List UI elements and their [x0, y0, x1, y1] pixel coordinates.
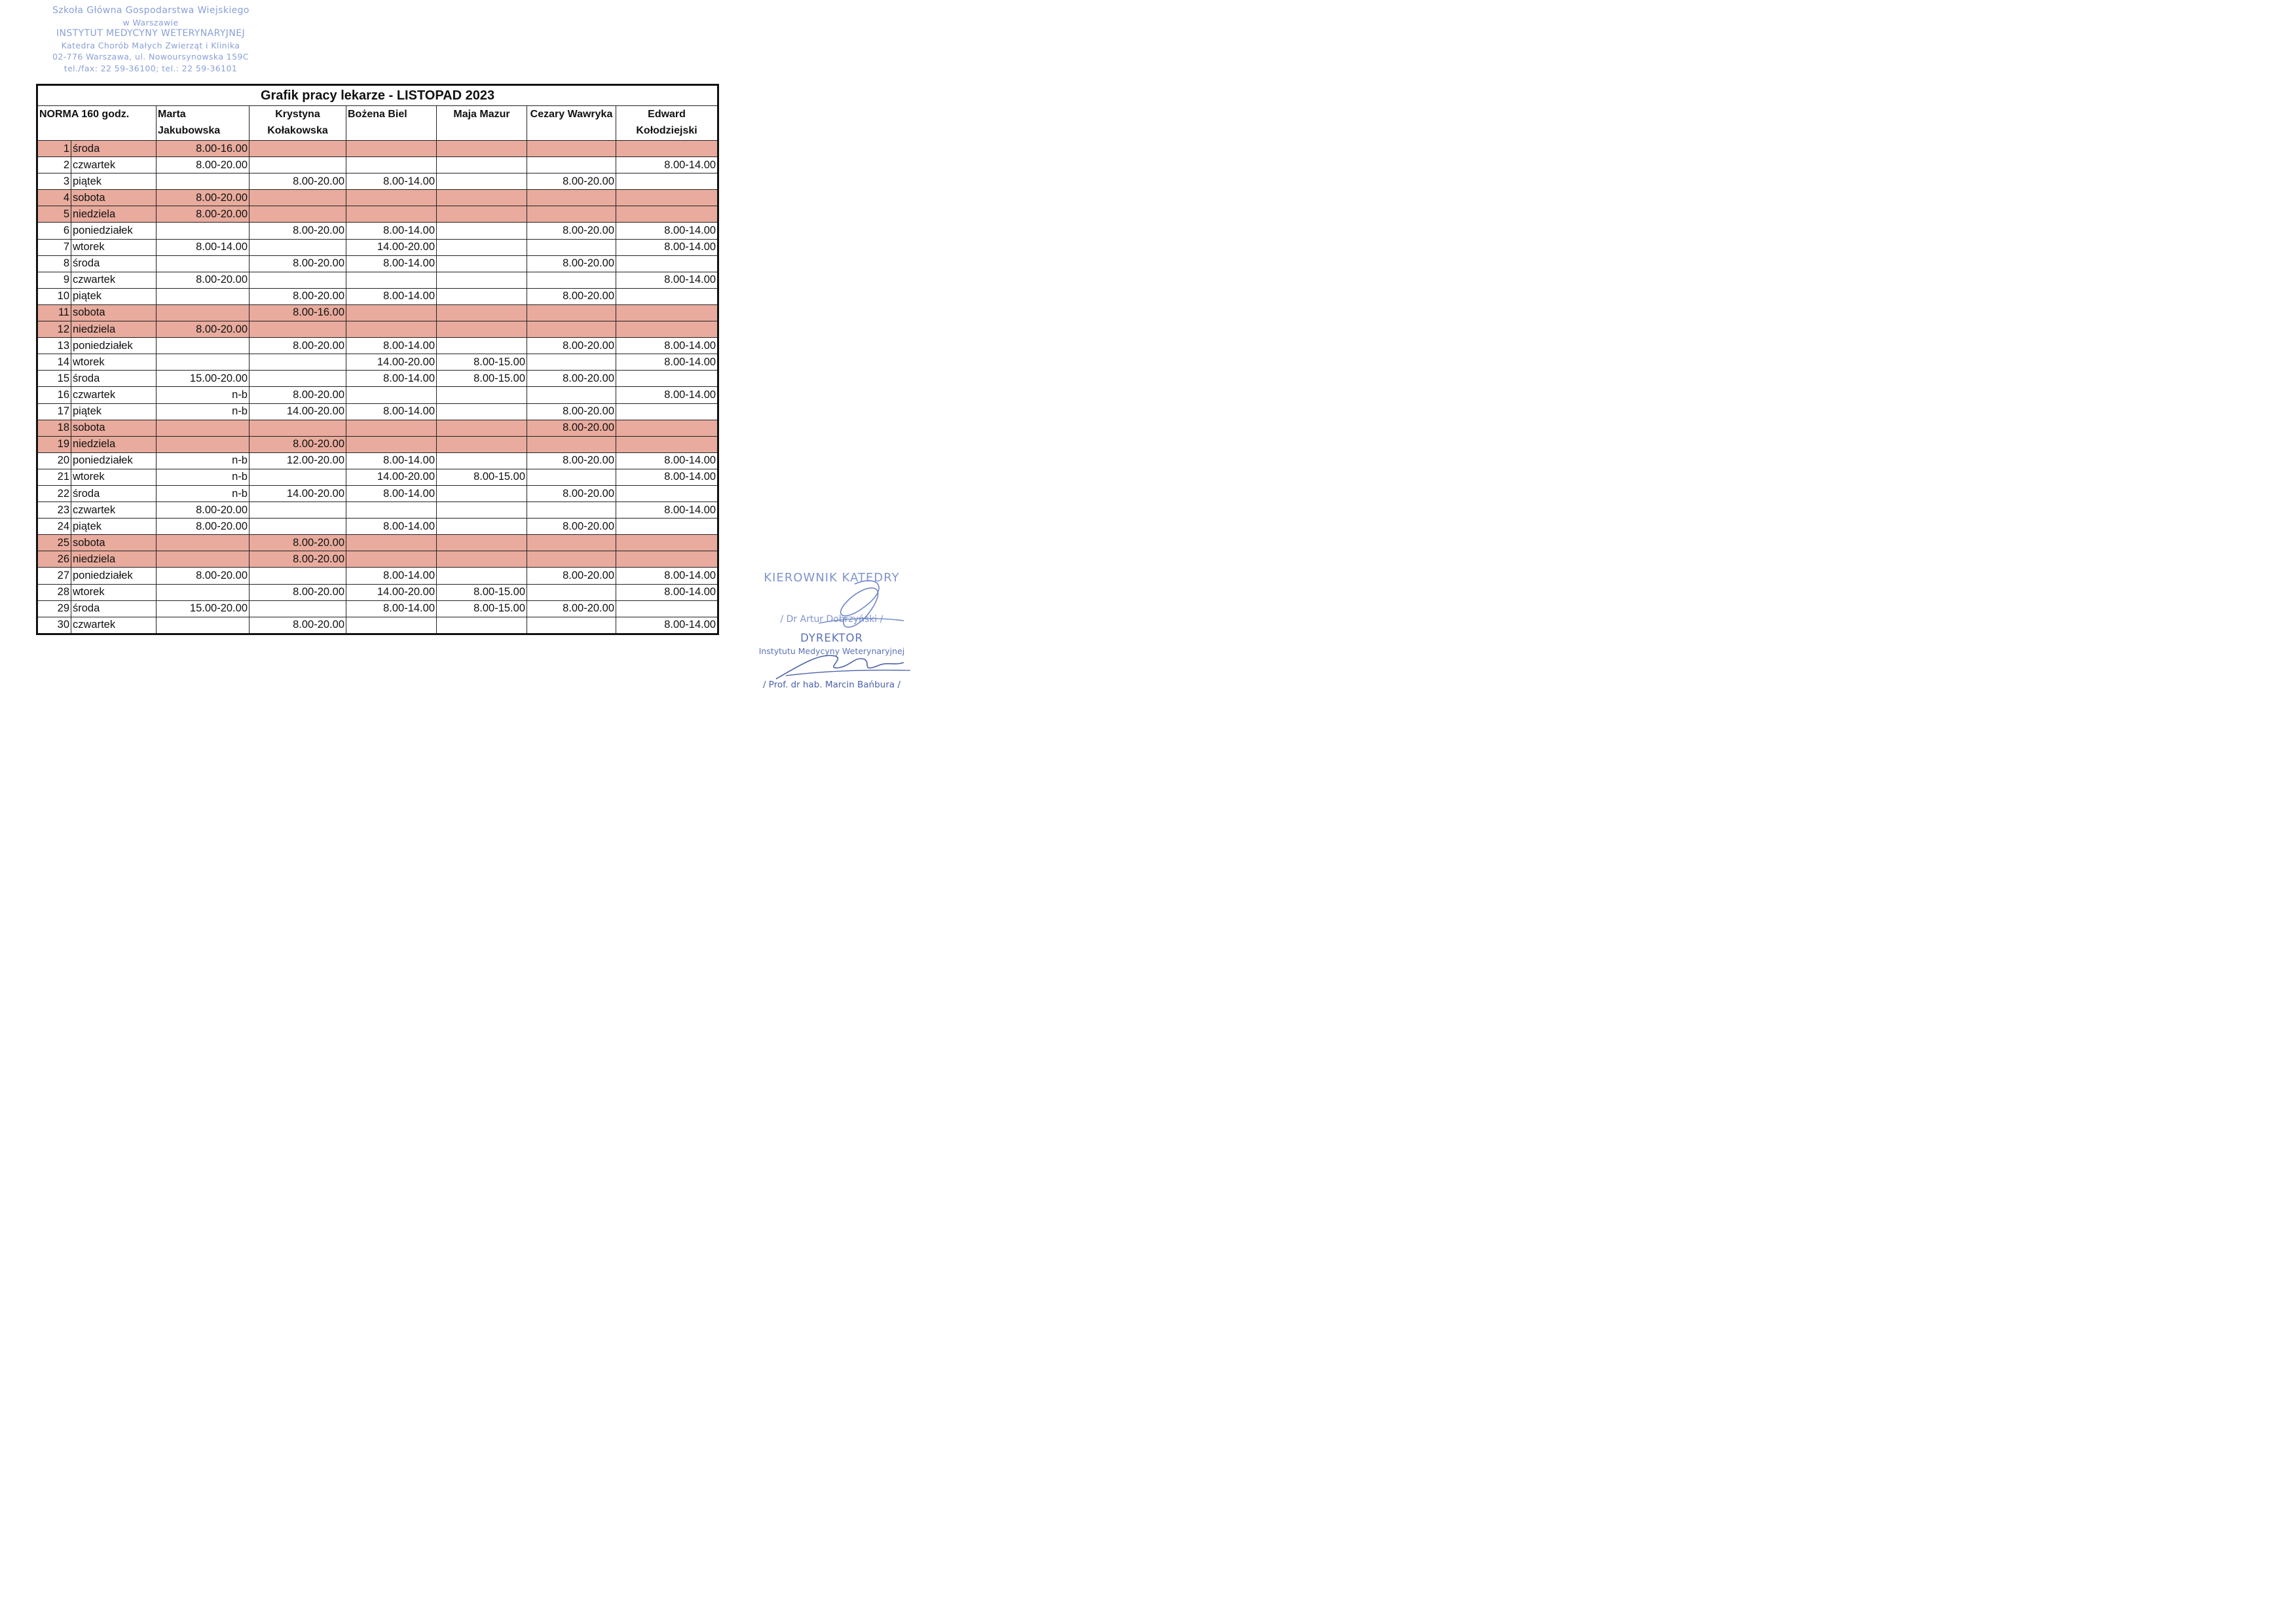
schedule-row: [37, 420, 718, 436]
shift-cell: [616, 485, 718, 501]
shift-cell: 8.00-20.00: [157, 206, 250, 223]
shift-cell: [616, 371, 718, 387]
shift-cell: [437, 502, 527, 519]
day-name: sobota: [71, 190, 157, 206]
shift-cell: 8.00-14.00: [346, 255, 437, 272]
shift-cell: [527, 239, 616, 255]
stamp-line: 02-776 Warszawa, ul. Nowoursynowska 159C: [52, 52, 249, 62]
shift-cell: [616, 321, 718, 338]
shift-cell: 8.00-14.00: [157, 239, 250, 255]
doctor-header: Maja Mazur: [437, 106, 527, 141]
shift-cell: [250, 141, 346, 157]
shift-cell: [437, 173, 527, 190]
shift-cell: [250, 354, 346, 371]
schedule-row: [37, 288, 718, 304]
shift-cell: 8.00-20.00: [250, 223, 346, 239]
day-name: poniedziałek: [71, 452, 157, 469]
shift-cell: [437, 223, 527, 239]
day-number: 20: [37, 452, 71, 469]
day-name: piątek: [71, 519, 157, 535]
shift-cell: n-b: [157, 485, 250, 501]
shift-cell: [437, 272, 527, 288]
day-name: piątek: [71, 173, 157, 190]
shift-cell: 8.00-14.00: [616, 338, 718, 354]
day-number: 21: [37, 469, 71, 485]
day-number: 23: [37, 502, 71, 519]
shift-cell: 8.00-20.00: [157, 519, 250, 535]
schedule-row: [37, 338, 718, 354]
shift-cell: [157, 436, 250, 452]
shift-cell: [437, 551, 527, 568]
shift-cell: [437, 452, 527, 469]
shift-cell: 8.00-20.00: [157, 157, 250, 173]
day-name: niedziela: [71, 206, 157, 223]
day-name: środa: [71, 371, 157, 387]
shift-cell: [250, 272, 346, 288]
shift-cell: 8.00-20.00: [250, 436, 346, 452]
shift-cell: 8.00-14.00: [346, 568, 437, 584]
day-name: czwartek: [71, 272, 157, 288]
shift-cell: 8.00-20.00: [157, 502, 250, 519]
shift-cell: 8.00-20.00: [250, 584, 346, 600]
schedule-row: [37, 452, 718, 469]
day-name: środa: [71, 255, 157, 272]
schedule-row: [37, 584, 718, 600]
stamp-line: w Warszawie: [122, 17, 179, 27]
day-number: 3: [37, 173, 71, 190]
schedule-row: [37, 568, 718, 584]
signature-role: DYREKTOR: [800, 632, 863, 644]
day-name: wtorek: [71, 584, 157, 600]
day-number: 19: [37, 436, 71, 452]
shift-cell: [437, 535, 527, 551]
day-number: 8: [37, 255, 71, 272]
shift-cell: [616, 304, 718, 321]
shift-cell: 8.00-20.00: [250, 338, 346, 354]
shift-cell: [250, 502, 346, 519]
shift-cell: 8.00-14.00: [616, 223, 718, 239]
schedule-row: [37, 502, 718, 519]
shift-cell: [437, 338, 527, 354]
schedule-row: [37, 436, 718, 452]
shift-cell: [346, 190, 437, 206]
shift-cell: [527, 354, 616, 371]
shift-cell: 8.00-20.00: [527, 371, 616, 387]
shift-cell: [346, 304, 437, 321]
shift-cell: 15.00-20.00: [157, 371, 250, 387]
shift-cell: [250, 568, 346, 584]
shift-cell: [157, 223, 250, 239]
norma-label: NORMA 160 godz.: [37, 106, 157, 141]
shift-cell: [527, 584, 616, 600]
schedule-row: [37, 239, 718, 255]
shift-cell: 8.00-14.00: [616, 617, 718, 634]
shift-cell: 8.00-14.00: [346, 485, 437, 501]
shift-cell: [527, 272, 616, 288]
schedule-row: [37, 206, 718, 223]
shift-cell: 8.00-20.00: [157, 272, 250, 288]
day-number: 6: [37, 223, 71, 239]
schedule-row: [37, 387, 718, 403]
shift-cell: [157, 288, 250, 304]
shift-cell: [346, 157, 437, 173]
day-number: 22: [37, 485, 71, 501]
shift-cell: [616, 535, 718, 551]
shift-cell: [346, 420, 437, 436]
shift-cell: 8.00-14.00: [346, 452, 437, 469]
shift-cell: 8.00-20.00: [527, 338, 616, 354]
shift-cell: 8.00-20.00: [250, 535, 346, 551]
shift-cell: [250, 190, 346, 206]
shift-cell: [527, 190, 616, 206]
shift-cell: 8.00-20.00: [157, 321, 250, 338]
shift-cell: 14.00-20.00: [346, 469, 437, 485]
shift-cell: [157, 420, 250, 436]
day-number: 16: [37, 387, 71, 403]
schedule-title: Grafik pracy lekarze - LISTOPAD 2023: [37, 85, 718, 106]
signature-institute: Instytutu Medycyny Weterynaryjnej: [758, 646, 905, 656]
shift-cell: [616, 190, 718, 206]
shift-cell: 8.00-14.00: [616, 469, 718, 485]
shift-cell: [346, 272, 437, 288]
shift-cell: [437, 190, 527, 206]
shift-cell: [157, 173, 250, 190]
shift-cell: [616, 600, 718, 617]
shift-cell: 8.00-14.00: [616, 584, 718, 600]
shift-cell: 8.00-20.00: [527, 288, 616, 304]
shift-cell: [527, 469, 616, 485]
schedule-row: [37, 304, 718, 321]
shift-cell: 8.00-14.00: [616, 354, 718, 371]
shift-cell: [616, 551, 718, 568]
shift-cell: [437, 288, 527, 304]
doctor-header: Bożena Biel: [346, 106, 437, 141]
shift-cell: n-b: [157, 403, 250, 420]
shift-cell: 8.00-20.00: [527, 255, 616, 272]
shift-cell: [616, 288, 718, 304]
shift-cell: [527, 436, 616, 452]
schedule-row: [37, 223, 718, 239]
shift-cell: 8.00-20.00: [527, 519, 616, 535]
shift-cell: 8.00-20.00: [250, 551, 346, 568]
day-number: 15: [37, 371, 71, 387]
shift-cell: 8.00-14.00: [616, 272, 718, 288]
schedule-row: [37, 535, 718, 551]
day-number: 24: [37, 519, 71, 535]
schedule-row: [37, 157, 718, 173]
shift-cell: 14.00-20.00: [250, 403, 346, 420]
shift-cell: [437, 519, 527, 535]
day-name: środa: [71, 141, 157, 157]
day-number: 26: [37, 551, 71, 568]
shift-cell: 8.00-16.00: [157, 141, 250, 157]
day-number: 25: [37, 535, 71, 551]
day-number: 5: [37, 206, 71, 223]
schedule-row: [37, 485, 718, 501]
shift-cell: 8.00-14.00: [616, 502, 718, 519]
schedule-row: [37, 173, 718, 190]
shift-cell: 8.00-15.00: [437, 600, 527, 617]
shift-cell: n-b: [157, 387, 250, 403]
shift-cell: [527, 304, 616, 321]
day-number: 9: [37, 272, 71, 288]
shift-cell: [527, 535, 616, 551]
shift-cell: [157, 255, 250, 272]
day-name: sobota: [71, 420, 157, 436]
handwritten-signature-2: [773, 643, 917, 682]
day-name: piątek: [71, 288, 157, 304]
shift-cell: 8.00-20.00: [527, 485, 616, 501]
day-name: środa: [71, 485, 157, 501]
schedule-row: [37, 403, 718, 420]
doctor-header: Krystyna Kołakowska: [250, 106, 346, 141]
shift-cell: 14.00-20.00: [346, 354, 437, 371]
day-name: poniedziałek: [71, 338, 157, 354]
shift-cell: [250, 469, 346, 485]
doctor-header: Edward Kołodziejski: [616, 106, 718, 141]
day-number: 29: [37, 600, 71, 617]
day-name: wtorek: [71, 354, 157, 371]
shift-cell: [250, 519, 346, 535]
shift-cell: [250, 206, 346, 223]
shift-cell: [250, 157, 346, 173]
schedule-row: [37, 272, 718, 288]
day-number: 2: [37, 157, 71, 173]
day-number: 10: [37, 288, 71, 304]
shift-cell: [346, 321, 437, 338]
shift-cell: [437, 304, 527, 321]
day-number: 30: [37, 617, 71, 634]
shift-cell: 8.00-20.00: [157, 568, 250, 584]
shift-cell: 8.00-14.00: [346, 403, 437, 420]
shift-cell: [157, 584, 250, 600]
shift-cell: [157, 338, 250, 354]
shift-cell: [437, 239, 527, 255]
shift-cell: [527, 141, 616, 157]
day-name: poniedziałek: [71, 223, 157, 239]
day-name: wtorek: [71, 469, 157, 485]
shift-cell: [437, 403, 527, 420]
shift-cell: 8.00-20.00: [250, 255, 346, 272]
stamp-line: tel./fax: 22 59-36100; tel.: 22 59-36101: [64, 63, 238, 73]
shift-cell: [346, 206, 437, 223]
shift-cell: [346, 141, 437, 157]
shift-cell: [346, 436, 437, 452]
schedule-row: [37, 354, 718, 371]
shift-cell: 8.00-20.00: [250, 617, 346, 634]
day-number: 28: [37, 584, 71, 600]
day-name: czwartek: [71, 502, 157, 519]
shift-cell: 8.00-20.00: [527, 452, 616, 469]
day-number: 4: [37, 190, 71, 206]
shift-cell: 8.00-20.00: [250, 288, 346, 304]
shift-cell: 8.00-15.00: [437, 584, 527, 600]
schedule-row: [37, 519, 718, 535]
schedule-table: [36, 84, 719, 635]
day-name: sobota: [71, 535, 157, 551]
shift-cell: [346, 387, 437, 403]
day-number: 11: [37, 304, 71, 321]
day-name: środa: [71, 600, 157, 617]
shift-cell: [616, 403, 718, 420]
shift-cell: [527, 321, 616, 338]
shift-cell: [157, 354, 250, 371]
day-name: niedziela: [71, 436, 157, 452]
shift-cell: 8.00-16.00: [250, 304, 346, 321]
shift-cell: [527, 617, 616, 634]
shift-cell: 8.00-20.00: [527, 403, 616, 420]
shift-cell: 14.00-20.00: [346, 239, 437, 255]
day-number: 13: [37, 338, 71, 354]
shift-cell: [157, 535, 250, 551]
stamp-line: Szkoła Główna Gospodarstwa Wiejskiego: [52, 5, 250, 16]
shift-cell: [527, 206, 616, 223]
shift-cell: [616, 141, 718, 157]
shift-cell: [527, 551, 616, 568]
day-number: 7: [37, 239, 71, 255]
shift-cell: n-b: [157, 469, 250, 485]
schedule-row: [37, 255, 718, 272]
shift-cell: [437, 157, 527, 173]
signature-prof: / Prof. dr hab. Marcin Bańbura /: [762, 680, 901, 690]
shift-cell: [616, 420, 718, 436]
shift-cell: 8.00-20.00: [250, 387, 346, 403]
shift-cell: [437, 141, 527, 157]
shift-cell: [250, 600, 346, 617]
shift-cell: 8.00-20.00: [527, 173, 616, 190]
day-number: 12: [37, 321, 71, 338]
shift-cell: 12.00-20.00: [250, 452, 346, 469]
shift-cell: 8.00-14.00: [616, 387, 718, 403]
day-number: 27: [37, 568, 71, 584]
shift-cell: [437, 420, 527, 436]
day-name: niedziela: [71, 551, 157, 568]
shift-cell: 8.00-20.00: [527, 223, 616, 239]
shift-cell: [250, 371, 346, 387]
shift-cell: [250, 239, 346, 255]
shift-cell: 8.00-14.00: [346, 288, 437, 304]
shift-cell: [527, 387, 616, 403]
shift-cell: 8.00-14.00: [616, 452, 718, 469]
schedule-row: [37, 469, 718, 485]
shift-cell: 8.00-14.00: [616, 157, 718, 173]
shift-cell: [437, 568, 527, 584]
schedule-row: [37, 600, 718, 617]
header-row: [37, 106, 718, 141]
shift-cell: 14.00-20.00: [346, 584, 437, 600]
doctor-header: Cezary Wawryka: [527, 106, 616, 141]
shift-cell: 8.00-14.00: [346, 223, 437, 239]
shift-cell: [616, 173, 718, 190]
day-number: 14: [37, 354, 71, 371]
stamp-line: Katedra Chorób Małych Zwierząt i Klinika: [61, 40, 240, 50]
day-number: 17: [37, 403, 71, 420]
shift-cell: [250, 321, 346, 338]
day-number: 1: [37, 141, 71, 157]
shift-cell: 8.00-14.00: [346, 371, 437, 387]
shift-cell: [157, 617, 250, 634]
shift-cell: 8.00-14.00: [346, 519, 437, 535]
shift-cell: [616, 519, 718, 535]
shift-cell: 14.00-20.00: [250, 485, 346, 501]
shift-cell: 8.00-20.00: [527, 600, 616, 617]
shift-cell: 8.00-14.00: [346, 338, 437, 354]
signature-doctor: / Dr Artur Dobrzyński /: [780, 614, 883, 625]
schedule-row: [37, 141, 718, 157]
shift-cell: n-b: [157, 452, 250, 469]
shift-cell: [437, 321, 527, 338]
shift-cell: [527, 157, 616, 173]
day-name: sobota: [71, 304, 157, 321]
shift-cell: 8.00-15.00: [437, 469, 527, 485]
signature-head: KIEROWNIK KATEDRY: [764, 571, 900, 585]
shift-cell: [616, 255, 718, 272]
doctor-header: Marta Jakubowska: [157, 106, 250, 141]
shift-cell: 15.00-20.00: [157, 600, 250, 617]
shift-cell: [616, 206, 718, 223]
shift-cell: [157, 304, 250, 321]
day-name: czwartek: [71, 157, 157, 173]
schedule-row: [37, 551, 718, 568]
stamp-line: INSTYTUT MEDYCYNY WETERYNARYJNEJ: [56, 28, 245, 39]
shift-cell: 8.00-20.00: [157, 190, 250, 206]
schedule-row: [37, 190, 718, 206]
shift-cell: 8.00-20.00: [250, 173, 346, 190]
day-name: wtorek: [71, 239, 157, 255]
shift-cell: [346, 535, 437, 551]
schedule-row: [37, 321, 718, 338]
shift-cell: [527, 502, 616, 519]
day-name: piątek: [71, 403, 157, 420]
shift-cell: [250, 420, 346, 436]
shift-cell: [437, 436, 527, 452]
shift-cell: 8.00-14.00: [616, 239, 718, 255]
shift-cell: [437, 485, 527, 501]
shift-cell: [346, 502, 437, 519]
shift-cell: 8.00-15.00: [437, 371, 527, 387]
institution-stamp: [52, 5, 249, 74]
shift-cell: [346, 617, 437, 634]
shift-cell: [346, 551, 437, 568]
shift-cell: 8.00-14.00: [616, 568, 718, 584]
schedule-row: [37, 371, 718, 387]
shift-cell: 8.00-14.00: [346, 600, 437, 617]
shift-cell: [437, 255, 527, 272]
shift-cell: 8.00-14.00: [346, 173, 437, 190]
schedule-row: [37, 617, 718, 634]
shift-cell: [616, 436, 718, 452]
shift-cell: [157, 551, 250, 568]
day-name: poniedziałek: [71, 568, 157, 584]
day-name: czwartek: [71, 617, 157, 634]
shift-cell: [437, 617, 527, 634]
shift-cell: [437, 387, 527, 403]
day-number: 18: [37, 420, 71, 436]
shift-cell: 8.00-15.00: [437, 354, 527, 371]
shift-cell: 8.00-20.00: [527, 420, 616, 436]
shift-cell: 8.00-20.00: [527, 568, 616, 584]
day-name: niedziela: [71, 321, 157, 338]
shift-cell: [437, 206, 527, 223]
day-name: czwartek: [71, 387, 157, 403]
